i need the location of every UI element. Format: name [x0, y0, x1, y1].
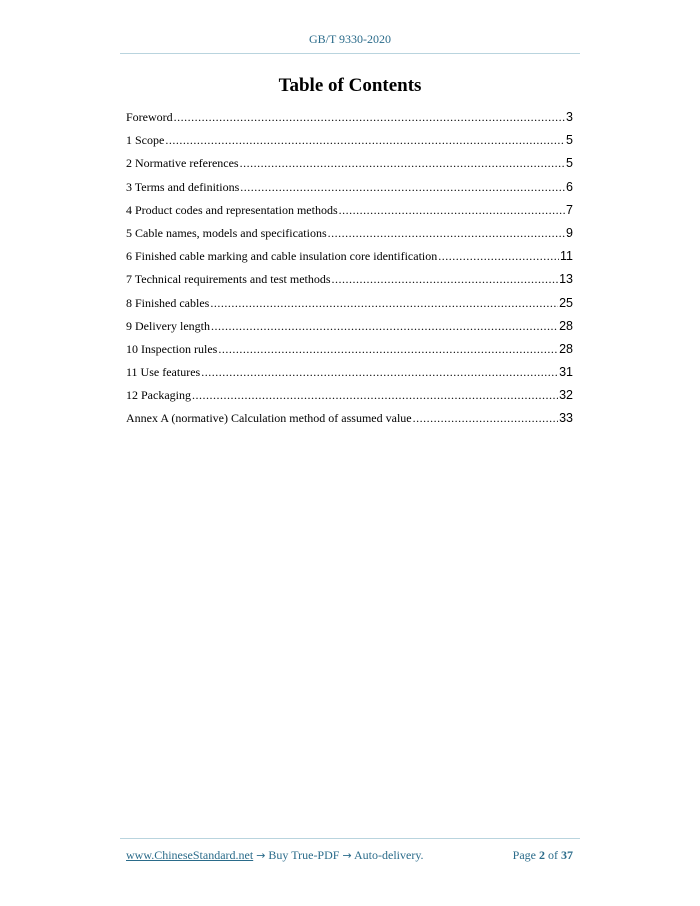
toc-entry-label: Foreword	[126, 110, 173, 124]
toc-entry-label: 2 Normative references	[126, 156, 239, 171]
toc-leader-dots	[339, 203, 565, 218]
toc-entry-page: 28	[559, 341, 573, 356]
toc-entry-cable-names[interactable]	[126, 226, 573, 249]
toc-entry-delivery-length[interactable]	[126, 319, 573, 342]
toc-leader-dots	[413, 411, 558, 426]
toc-entry-label: 6 Finished cable marking and cable insulation core identification	[126, 249, 438, 264]
toc-entry-cable-marking[interactable]	[126, 249, 573, 272]
toc-list	[126, 110, 573, 435]
footer-promo	[126, 848, 424, 863]
toc-entry-foreword[interactable]	[126, 110, 573, 133]
toc-entry-label: 9 Delivery length	[126, 318, 210, 333]
toc-entry-page: 5	[566, 133, 573, 148]
toc-entry-technical-requirements[interactable]	[126, 272, 573, 295]
toc-entry-use-features[interactable]	[126, 365, 573, 388]
toc-leader-dots	[332, 272, 559, 287]
toc-title: Table of Contents	[278, 75, 422, 96]
toc-entry-page: 25	[559, 295, 573, 310]
toc-entry-label: 12 Packaging	[126, 388, 191, 403]
buy-true-pdf-text: Buy True-PDF	[268, 848, 340, 862]
toc-entry-page: 9	[566, 225, 573, 240]
toc-entry-terms-definitions[interactable]	[126, 180, 573, 203]
toc-entry-label: 10 Inspection rules	[126, 341, 218, 356]
toc-entry-page: 33	[559, 411, 573, 426]
footer-divider	[120, 838, 580, 839]
site-link[interactable]: www.ChineseStandard.net	[126, 848, 254, 862]
toc-entry-page: 13	[559, 272, 573, 287]
toc-entry-label: 8 Finished cables	[126, 295, 210, 310]
toc-entry-page: 31	[559, 365, 573, 380]
toc-entry-label: Annex A (normative) Calculation method of assumed value	[126, 411, 412, 426]
toc-entry-page: 3	[566, 110, 573, 124]
page-total: 37	[561, 848, 573, 862]
page-current: 2	[539, 848, 545, 862]
toc-leader-dots	[211, 319, 558, 334]
toc-entry-scope[interactable]	[126, 133, 573, 156]
auto-delivery-text: Auto-delivery.	[354, 848, 424, 862]
toc-entry-label: 5 Cable names, models and specifications	[126, 225, 327, 240]
of-word: of	[548, 848, 558, 862]
toc-entry-label: 4 Product codes and representation methods	[126, 202, 338, 217]
header-divider	[120, 53, 580, 54]
toc-leader-dots	[201, 365, 558, 380]
toc-leader-dots	[240, 180, 565, 195]
toc-entry-label: 7 Technical requirements and test methods	[126, 272, 331, 287]
toc-entry-page: 28	[559, 318, 573, 333]
page-word: Page	[512, 848, 536, 862]
right-arrow-icon: →	[256, 849, 266, 862]
toc-entry-annex-a[interactable]	[126, 411, 573, 434]
toc-entry-page: 6	[566, 179, 573, 194]
toc-entry-label: 11 Use features	[126, 365, 201, 380]
toc-entry-page: 7	[566, 202, 573, 217]
toc-leader-dots	[438, 249, 559, 264]
toc-leader-dots	[328, 226, 565, 241]
toc-leader-dots	[174, 110, 565, 125]
toc-entry-page: 32	[559, 388, 573, 403]
toc-entry-inspection-rules[interactable]	[126, 342, 573, 365]
toc-entry-packaging[interactable]	[126, 388, 573, 411]
toc-leader-dots	[218, 342, 558, 357]
toc-entry-finished-cables[interactable]	[126, 296, 573, 319]
running-header: GB/T 9330-2020	[308, 32, 392, 46]
toc-entry-normative-references[interactable]	[126, 156, 573, 179]
toc-entry-product-codes[interactable]	[126, 203, 573, 226]
toc-leader-dots	[240, 156, 565, 171]
toc-entry-label: 3 Terms and definitions	[126, 179, 240, 194]
toc-entry-page: 5	[566, 156, 573, 171]
toc-entry-label: 1 Scope	[126, 133, 165, 148]
toc-entry-page: 11	[560, 249, 573, 264]
right-arrow-icon: →	[342, 849, 352, 862]
page-indicator	[513, 848, 573, 863]
toc-leader-dots	[192, 388, 558, 403]
toc-leader-dots	[165, 133, 565, 148]
toc-leader-dots	[210, 296, 558, 311]
